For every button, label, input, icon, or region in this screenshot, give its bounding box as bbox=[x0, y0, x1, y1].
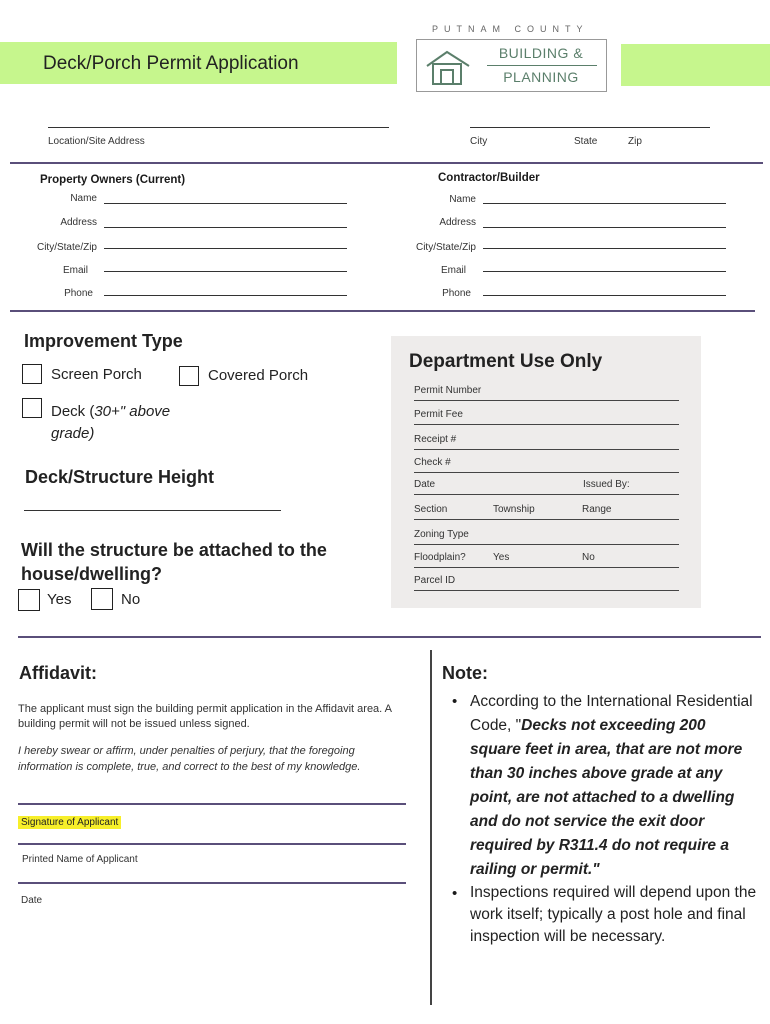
attached-yes-checkbox[interactable] bbox=[18, 589, 40, 611]
township-label: Township bbox=[493, 504, 535, 515]
zoning-label: Zoning Type bbox=[414, 529, 469, 540]
owner-csz-field[interactable] bbox=[104, 248, 347, 249]
section-divider-1 bbox=[10, 162, 763, 164]
logo bbox=[416, 39, 607, 92]
attached-no-label: No bbox=[121, 591, 141, 608]
signature-label bbox=[18, 812, 121, 830]
contractor-email-field[interactable] bbox=[483, 271, 726, 272]
permit-fee-label: Permit Fee bbox=[414, 409, 463, 420]
note-heading: Note: bbox=[442, 663, 488, 683]
printed-name-line[interactable] bbox=[18, 843, 406, 845]
owner-phone-label: Phone bbox=[64, 288, 93, 299]
affidavit-heading: Affidavit: bbox=[19, 663, 97, 683]
receipt-field[interactable] bbox=[414, 449, 679, 450]
contractor-phone-label: Phone bbox=[442, 288, 471, 299]
owner-phone-field[interactable] bbox=[104, 295, 347, 296]
page-title: Deck/Porch Permit Application bbox=[43, 53, 299, 74]
owner-address-label: Address bbox=[60, 217, 97, 228]
bullet-icon: • bbox=[452, 885, 458, 902]
height-field[interactable] bbox=[24, 510, 281, 511]
parcel-label: Parcel ID bbox=[414, 575, 456, 586]
city-label: City bbox=[470, 136, 488, 147]
date-field[interactable] bbox=[414, 494, 679, 495]
note-item-2 bbox=[452, 882, 757, 948]
contractor-heading: Contractor/Builder bbox=[438, 172, 540, 184]
floodplain-label: Floodplain? bbox=[414, 552, 466, 563]
permit-number-field[interactable] bbox=[414, 400, 679, 401]
logo-line2: PLANNING bbox=[503, 69, 579, 85]
note-item-2-text: Inspections required will depend upon the work itself; typically a post hole and final inspection will be necessary. bbox=[470, 884, 757, 945]
owner-email-label: Email bbox=[62, 265, 88, 276]
house-icon bbox=[423, 48, 481, 86]
owner-name-field[interactable] bbox=[104, 203, 347, 204]
state-label: State bbox=[574, 136, 598, 147]
check-field[interactable] bbox=[414, 472, 679, 473]
logo-top-text: PUTNAM COUNTY bbox=[432, 24, 589, 34]
vertical-divider bbox=[430, 650, 432, 1005]
contractor-name-field[interactable] bbox=[483, 203, 726, 204]
bullet-icon: • bbox=[452, 693, 458, 710]
height-heading: Deck/Structure Height bbox=[25, 467, 215, 487]
department-heading: Department Use Only bbox=[409, 351, 603, 372]
signature-label-highlight: Signature of Applicant bbox=[18, 816, 121, 829]
floodplain-no-label: No bbox=[582, 552, 595, 563]
screen-porch-label: Screen Porch bbox=[51, 366, 142, 383]
contractor-name-label: Name bbox=[449, 194, 476, 205]
range-label: Range bbox=[582, 504, 612, 515]
affidavit-date-label: Date bbox=[21, 895, 43, 906]
attached-question: Will the structure be attached to the house/dwelling? bbox=[21, 540, 327, 584]
contractor-phone-field[interactable] bbox=[483, 295, 726, 296]
check-label: Check # bbox=[414, 457, 451, 468]
contractor-csz-label: City/State/Zip bbox=[415, 242, 476, 253]
date-label: Date bbox=[414, 479, 436, 490]
affidavit-oath: I hereby swear or affirm, under penalties of perjury, that the foregoing information is complete, true, and correct to the best of my knowledge. bbox=[18, 745, 361, 773]
printed-name-label: Printed Name of Applicant bbox=[22, 854, 138, 865]
zip-label: Zip bbox=[628, 136, 642, 147]
issued-by-label: Issued By: bbox=[583, 479, 630, 490]
floodplain-field[interactable] bbox=[414, 567, 679, 568]
attached-yes-label: Yes bbox=[47, 591, 72, 608]
owner-address-field[interactable] bbox=[104, 227, 347, 228]
receipt-label: Receipt # bbox=[414, 434, 457, 445]
note-item-1-text: According to the International Residential Code, " bbox=[470, 693, 753, 734]
contractor-address-field[interactable] bbox=[483, 227, 726, 228]
owners-heading: Property Owners (Current) bbox=[40, 174, 186, 186]
site-address-line[interactable] bbox=[48, 127, 389, 128]
logo-divider bbox=[487, 65, 597, 66]
attached-no-checkbox[interactable] bbox=[91, 588, 113, 610]
deck-label-prefix: Deck ( bbox=[51, 403, 95, 420]
owner-csz-label: City/State/Zip bbox=[36, 242, 97, 253]
affidavit-paragraph: The applicant must sign the building permit application in the Affidavit area. A building permit will not be issued unless signed. bbox=[18, 703, 392, 730]
covered-porch-label: Covered Porch bbox=[208, 367, 309, 384]
permit-fee-field[interactable] bbox=[414, 424, 679, 425]
contractor-address-label: Address bbox=[439, 217, 476, 228]
zoning-field[interactable] bbox=[414, 544, 679, 545]
logo-line1: BUILDING & bbox=[498, 45, 584, 61]
improvement-heading: Improvement Type bbox=[24, 331, 183, 351]
signature-line[interactable] bbox=[18, 803, 406, 805]
owner-name-label: Name bbox=[70, 193, 97, 204]
note-list bbox=[452, 690, 757, 948]
note-item-1 bbox=[452, 690, 757, 882]
covered-porch-checkbox[interactable] bbox=[179, 366, 199, 386]
note-item-1-bold: Decks not exceeding 200 square feet in area, that are not more than 30 inches above grade at any point, are not attached to a dwelling and do not service the exit door required by R311.4 do not require a railing or permit." bbox=[470, 717, 743, 878]
deck-checkbox[interactable] bbox=[22, 398, 42, 418]
date-line[interactable] bbox=[18, 882, 406, 884]
deck-label bbox=[51, 401, 201, 445]
header-bar-right bbox=[621, 44, 770, 86]
section-label: Section bbox=[414, 504, 448, 515]
section-divider-2 bbox=[10, 310, 755, 312]
section-divider-3 bbox=[18, 636, 761, 638]
owner-email-field[interactable] bbox=[104, 271, 347, 272]
site-address-label: Location/Site Address bbox=[48, 136, 145, 147]
city-state-zip-line[interactable] bbox=[470, 127, 710, 128]
floodplain-yes-label: Yes bbox=[493, 552, 510, 563]
contractor-csz-field[interactable] bbox=[483, 248, 726, 249]
parcel-field[interactable] bbox=[414, 590, 679, 591]
deck-label-italic: 30+" above grade) bbox=[51, 403, 171, 442]
screen-porch-checkbox[interactable] bbox=[22, 364, 42, 384]
contractor-email-label: Email bbox=[440, 265, 466, 276]
section-field[interactable] bbox=[414, 519, 679, 520]
permit-number-label: Permit Number bbox=[414, 385, 482, 396]
